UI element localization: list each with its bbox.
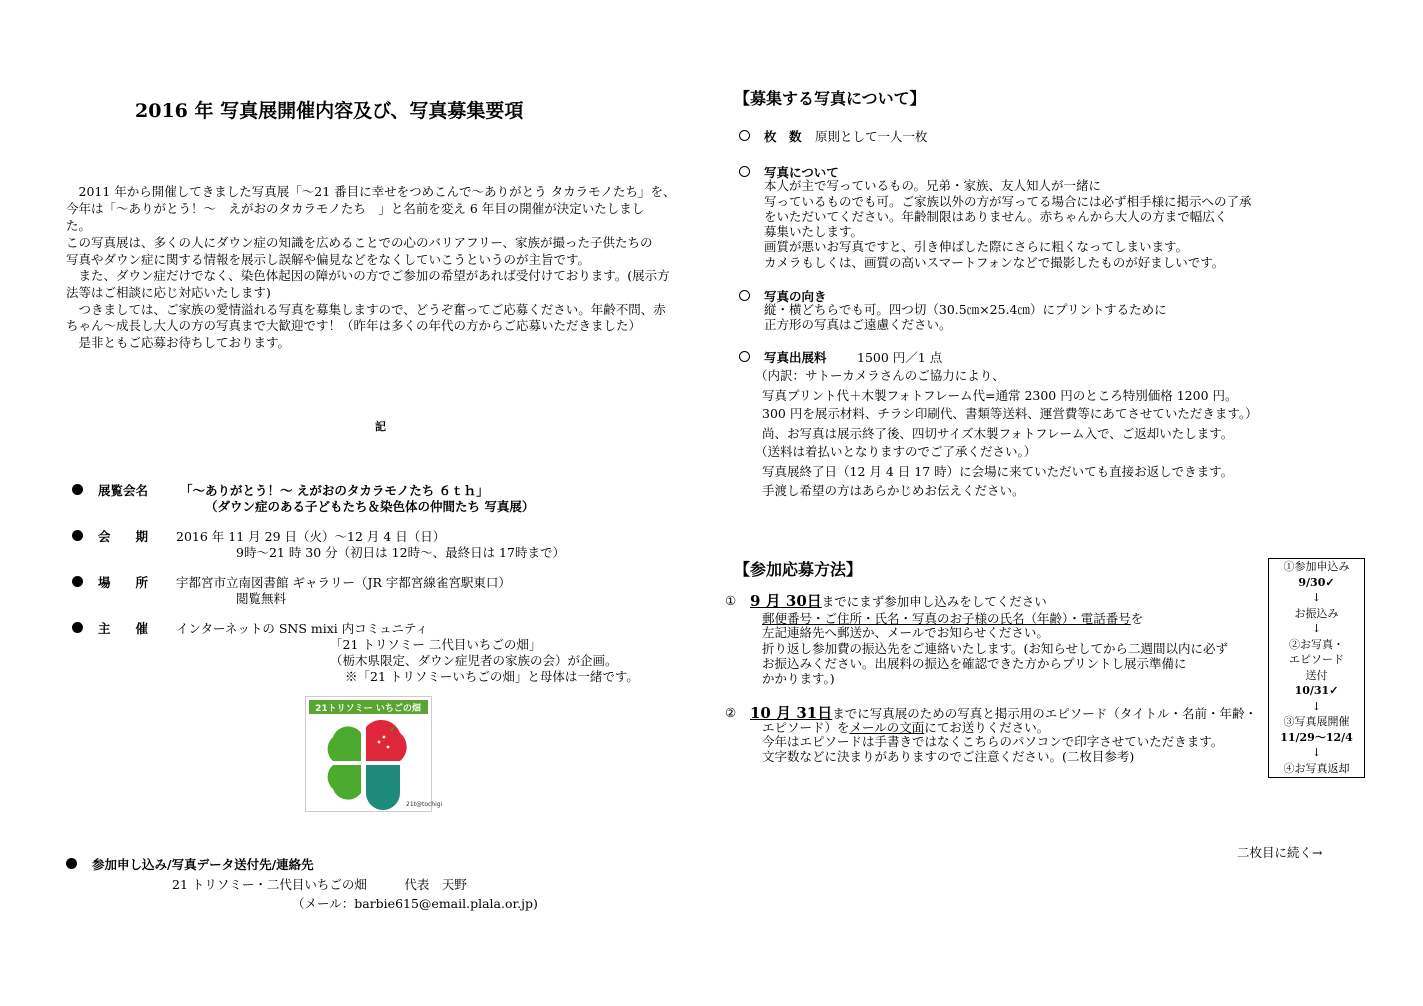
step1-required-fields: 郵便番号・ご住所・氏名・写真のお子様の氏名（年齢）・電話番号 <box>762 611 1131 626</box>
flow-item: ①参加申込み <box>1283 560 1350 573</box>
flow-date: 10/31✓ <box>1294 684 1339 697</box>
intro-line: また、ダウン症だけでなく、染色体起因の障がいの方でご参加の希望があれば受付けております。(展示方 <box>66 268 670 283</box>
step2-number: ② <box>725 705 737 720</box>
about-line: 写っているものでも可。ご家族以外の方が写ってる場合には必ず相手様に掲示への了承 <box>764 194 1252 209</box>
step1-line: お振込みください。出展料の振込を確認できた方からプリントし展示準備に <box>762 656 1187 671</box>
circle-bullet-icon <box>739 351 750 362</box>
place-note: 閲覧無料 <box>236 591 287 606</box>
flow-item: ②お写真・ <box>1289 637 1344 651</box>
venue-name-label: 展覧会名 <box>98 483 149 498</box>
host-note: ※「21 トリソミーいちごの畑」と母体は一緒です。 <box>345 669 639 684</box>
contact-org: 21 トリソミー・二代目いちごの畑 代表 天野 <box>172 877 467 892</box>
step1-deadline: 9 月 30日 <box>750 592 822 610</box>
bullet-icon <box>72 484 83 495</box>
step1-line: 折り返し参加費の振込先をご連絡いたします。(お知らせしてから二週間以内に必ず <box>762 641 1229 656</box>
schedule-flow-box <box>1268 558 1365 778</box>
fee-line: 写真展終了日（12 月 4 日 17 時）に会場に来ていただいても直接お返しできます。 <box>762 464 1234 479</box>
continued-note: 二枚目に続く→ <box>1237 845 1323 860</box>
about-line: をいただいてください。年齢制限はありません。赤ちゃんから大人の方まで幅広く <box>764 209 1228 224</box>
intro-line: つきましては、ご家族の愛情溢れる写真を募集しますので、どうぞ奮ってご応募ください。年齢不問、赤 <box>66 302 666 317</box>
step1-heading <box>750 590 1047 611</box>
apply-heading: 【参加応募方法】 <box>734 560 863 579</box>
flow-item: ④お写真返却 <box>1283 761 1350 775</box>
arrow-down-icon: ↓ <box>1311 746 1322 759</box>
step1-line: 左記連絡先へ郵送か、メールでお知らせください。 <box>762 625 1049 640</box>
step2-text: までに写真展のための写真と掲示用のエピソード（タイトル・名前・年齢・ <box>832 706 1257 721</box>
flow-item: ③写真展開催 <box>1283 715 1350 728</box>
circle-bullet-icon <box>739 166 750 177</box>
fee-line: 300 円を展示材料、チラシ印刷代、書類等送料、運営費等にあてさせていただきます。） <box>762 406 1258 421</box>
flow-item: 送付 <box>1305 668 1328 682</box>
venue-name-sub: （ダウン症のある子どもたち＆染色体の仲間たち 写真展） <box>205 499 535 514</box>
bullet-icon <box>72 530 83 541</box>
place-value: 宇都宮市立南図書館 ギャラリー（JR 宇都宮線雀宮駅東口） <box>176 575 511 590</box>
host-community: 「21 トリソミー 二代目いちごの畑」 <box>330 637 542 652</box>
logo-top-text: 21トリソミー いちごの畑 <box>315 704 421 714</box>
about-line: 本人が主で写っているもの。兄弟・家族、友人知人が一緒に <box>764 178 1102 193</box>
intro-line: この写真展は、多くの人にダウン症の知識を広めることでの心のバリアフリー、家族が撮った子供たちの <box>66 235 653 250</box>
fee-label: 写真出展料 <box>764 350 827 365</box>
step2-line2a: エピソード）を <box>762 720 850 735</box>
intro-line: 写真やダウン症に関する情報を展示し誤解や偏見などをなくしていこうというのが主旨です。 <box>66 252 591 267</box>
bullet-icon <box>72 576 83 587</box>
place-label: 場 所 <box>98 575 149 590</box>
about-line: カメラもしくは、画質の高いスマートフォンなどで撮影したものが好ましいです。 <box>764 255 1225 270</box>
circle-bullet-icon <box>739 130 750 141</box>
step1-wo: を <box>1130 611 1144 626</box>
fee-line: 手渡し希望の方はあらかじめお伝えください。 <box>762 483 1025 498</box>
arrow-down-icon: ↓ <box>1311 622 1322 635</box>
about-label: 写真について <box>764 165 839 180</box>
step2-mail-body: メールの文面 <box>849 720 925 735</box>
logo-bottom-text: 21t@tochigi <box>406 801 443 808</box>
period-value: 2016 年 11 月 29 日（火）～12 月 4 日（日） <box>176 529 446 544</box>
step2-line2b: にてお送りください。 <box>924 720 1050 735</box>
bullet-icon <box>66 858 77 869</box>
arrow-down-icon: ↓ <box>1311 591 1322 604</box>
clover-icon <box>306 697 443 811</box>
period-time: 9時～21 時 30 分（初日は 12時～、最終日は 17時まで） <box>236 545 565 560</box>
fee-line: （送料は着払いとなりますのでご了承ください。） <box>755 444 1037 459</box>
orient-label: 写真の向き <box>764 289 827 304</box>
intro-line: 2011 年から開催してきました写真展「～21 番目に幸せをつめこんで～ありがとう タカラモノたち」を、 <box>66 184 676 199</box>
intro-line: 法等はご相談に応じ対応いたします) <box>66 285 271 300</box>
intro-line: た。 <box>66 218 92 233</box>
step2-deadline: 10 月 31日 <box>750 704 833 722</box>
host-group: （栃木県限定、ダウン症児者の家族の会）が企画。 <box>330 653 618 668</box>
step1-number: ① <box>725 593 737 608</box>
step1-text: までにまず参加申し込みをしてください <box>821 594 1047 609</box>
arrow-down-icon: ↓ <box>1311 699 1322 713</box>
flow-date: 11/29～12/4 <box>1280 730 1353 744</box>
fee-line: 写真プリント代＋木製フォトフレーム代=通常 2300 円のところ特別価格 1200 円。 <box>762 388 1238 403</box>
intro-line: 今年は「～ありがとう！～ えがおのタカラモノたち 」と名前を変え 6 年目の開催が決定いたしまし <box>66 201 645 216</box>
step1-line: かかります。) <box>762 671 835 686</box>
flow-item: お振込み <box>1294 606 1339 620</box>
step2-line: 文字数などに決まりがありますのでご注意ください。(二枚目参考) <box>762 749 1135 764</box>
fee-line: （内訳：サトーカメラさんのご協力により、 <box>755 368 1005 383</box>
orient-line: 縦・横どちらでも可。四つ切（30.5㎝×25.4㎝）にプリントするために <box>764 302 1167 317</box>
orient-line: 正方形の写真はご遠慮ください。 <box>764 317 952 332</box>
fee-line: 尚、お写真は展示終了後、四切サイズ木製フォトフレーム入で、ご返却いたします。 <box>762 426 1234 441</box>
flow-date: 9/30✓ <box>1298 575 1335 589</box>
period-label: 会 期 <box>98 529 149 544</box>
count-label: 枚 数 <box>764 129 802 144</box>
bullet-icon <box>72 622 83 633</box>
page-title: 2016 年 写真展開催内容及び、写真募集要項 <box>135 100 524 122</box>
ichigo-logo <box>305 696 443 812</box>
count-value: 原則として一人一枚 <box>815 129 928 144</box>
contact-mail: （メール：barbie615@email.plala.or.jp) <box>292 896 538 911</box>
about-line: 募集いたします。 <box>764 224 864 239</box>
circle-bullet-icon <box>739 290 750 301</box>
host-value: インターネットの SNS mixi 内コミュニティ <box>176 621 429 636</box>
fee-value: 1500 円／1 点 <box>857 350 943 365</box>
intro-line: ちゃん～成長し大人の方の写真まで大歓迎です！（昨年は多くの年代の方からご応募いただきました） <box>66 318 642 333</box>
ki-mark: 記 <box>375 420 386 433</box>
flow-item: エピソード <box>1289 653 1344 666</box>
contact-label: 参加申し込み/写真データ送付先/連絡先 <box>92 857 314 872</box>
step2-line: 今年はエピソードは手書きではなくこちらのパソコンで印字させていただきます。 <box>762 734 1224 749</box>
intro-line: 是非ともご応募お待ちしております。 <box>66 335 291 350</box>
photos-heading: 【募集する写真について】 <box>734 89 926 108</box>
venue-name-value: 「～ありがとう！～ えがおのタカラモノたち ６ｔｈ」 <box>180 483 489 498</box>
about-line: 画質が悪いお写真ですと、引き伸ばした際にさらに粗くなってしまいます。 <box>764 239 1189 254</box>
host-label: 主 催 <box>98 621 149 636</box>
